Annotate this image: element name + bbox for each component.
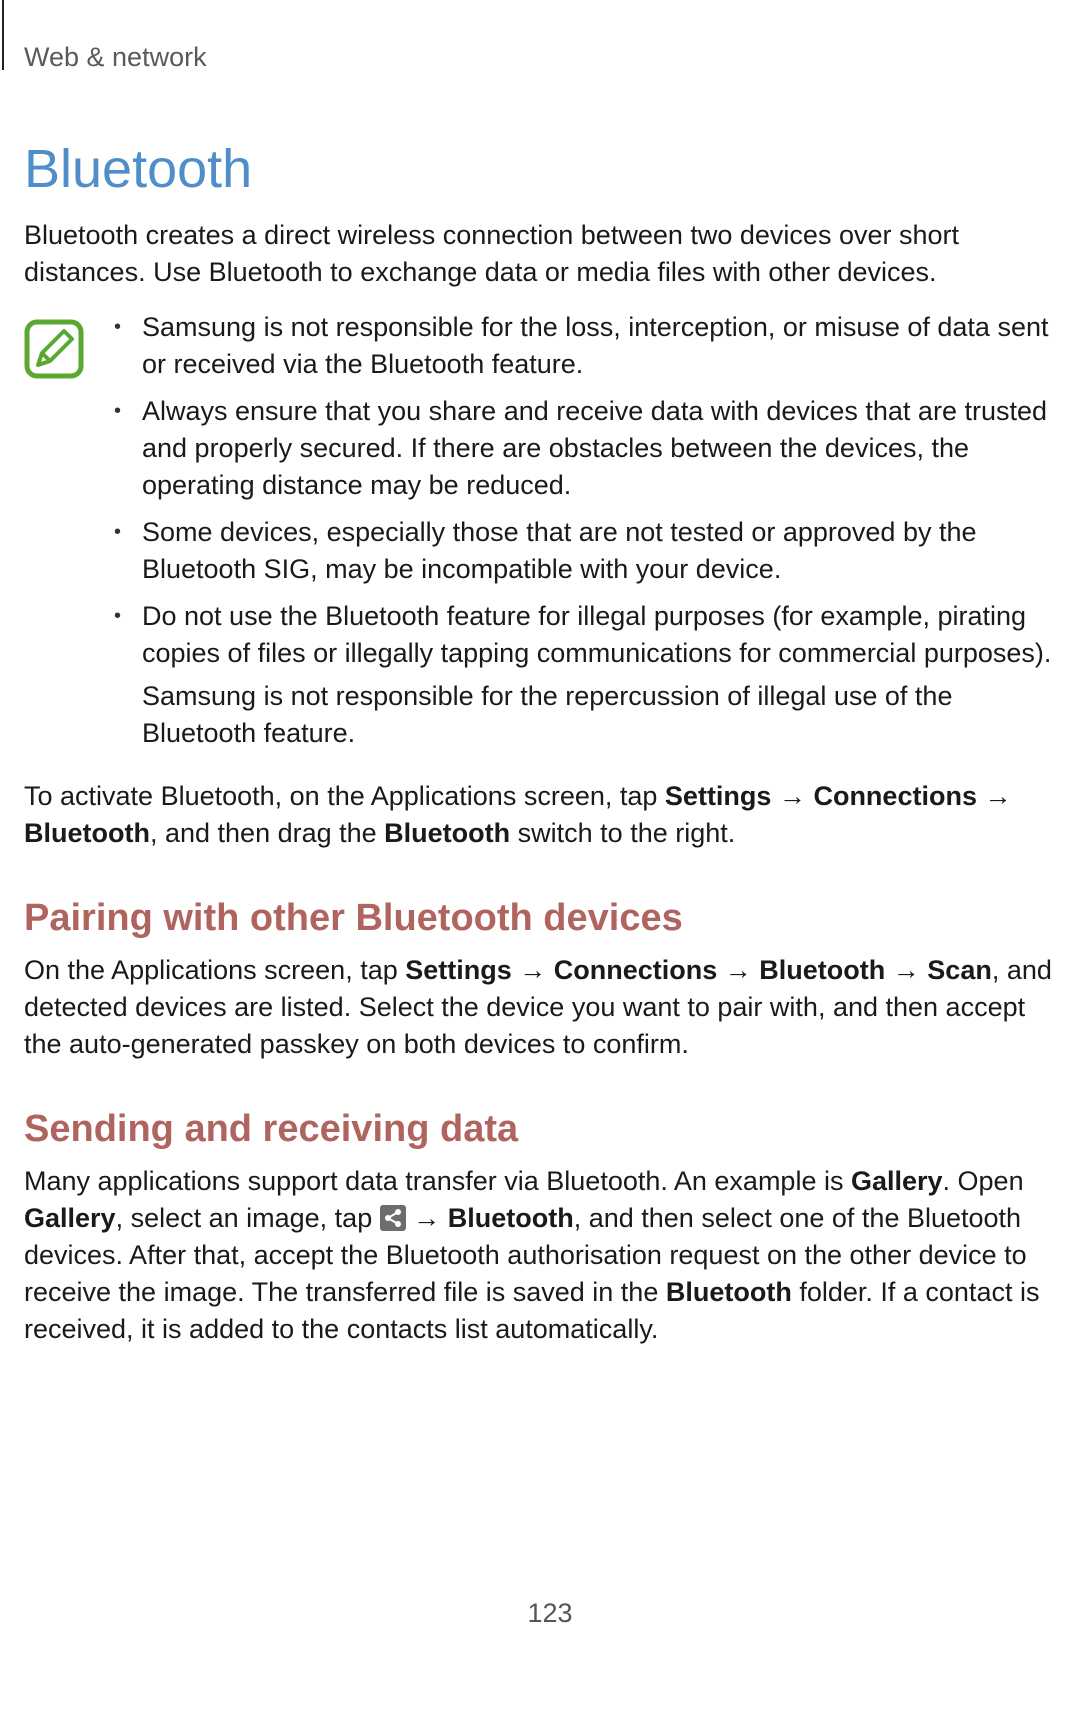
sending-paragraph [24,1163,1060,1348]
note-item [114,393,1060,504]
menu-bluetooth: Bluetooth [759,954,886,985]
menu-bluetooth: Bluetooth [447,1202,574,1233]
pairing-paragraph [24,952,1060,1063]
note-item-text: Samsung is not responsible for the loss, interception, or misuse of data sent or received via the Bluetooth feature. [142,312,1049,380]
intro-paragraph: Bluetooth creates a direct wireless connection between two devices over short distances. Use Bluetooth to exchange data or media files with other devices. [24,220,959,288]
menu-settings: Settings [405,954,512,985]
note-item [114,514,1060,588]
text: To activate Bluetooth, on the Applications screen, tap [24,781,665,812]
note-item-text: Some devices, especially those that are not tested or approved by the Bluetooth SIG, may be incompatible with your device. [142,517,977,585]
arrow: → [771,781,814,812]
menu-settings: Settings [664,781,772,812]
arrow: → [405,1202,448,1233]
arrow: → [717,954,760,985]
menu-scan: Scan [927,954,992,985]
text: folder. If a contact is received, it is added to the contacts list automatically. [24,1276,1040,1344]
note-item-text: Always ensure that you share and receive data with devices that are trusted and properly secured. If there are obstacles between the devices, the operating distance may be reduced. [142,396,1048,501]
text: , and then select one of the Bluetooth devices. After that, accept the Bluetooth authorisation request on the other device to receive the image. The transferred file is saved in the [24,1202,1027,1307]
menu-bluetooth: Bluetooth [24,818,150,849]
heading-sending: Sending and receiving data [24,1107,519,1150]
note-list [114,309,1060,752]
text: Many applications support data transfer via Bluetooth. An example is [24,1165,851,1196]
menu-connections: Connections [553,954,718,985]
text: , select an image, tap [115,1202,380,1233]
arrow: → [511,954,554,985]
heading-pairing: Pairing with other Bluetooth devices [24,897,683,940]
bullet-dot: • [114,316,122,339]
arrow: → [976,781,1012,812]
page-number: 123 [527,1598,573,1628]
note-item [114,309,1060,383]
section-header: Web & network [24,42,207,72]
app-gallery: Gallery [850,1165,943,1196]
menu-connections: Connections [813,781,977,812]
bullet-dot: • [114,400,122,423]
note-item [114,598,1060,752]
text: On the Applications screen, tap [24,954,406,985]
note-block [24,309,1060,752]
note-pencil-icon [24,319,84,379]
page-title: Bluetooth [24,139,253,199]
text: . Open [942,1165,1024,1196]
page-content [24,140,1060,1348]
folder-bluetooth: Bluetooth [665,1276,792,1307]
arrow: → [885,954,928,985]
bullet-dot: • [114,521,122,544]
share-icon [380,1205,406,1231]
switch-bluetooth: Bluetooth [384,818,511,849]
text: , and detected devices are listed. Select the device you want to pair with, and then accept the auto-generated passkey on both devices to confirm. [24,954,1052,1059]
text: switch to the right. [510,818,736,849]
bullet-dot: • [114,605,122,628]
header-rule [2,0,4,70]
note-item-extra: Samsung is not responsible for the repercussion of illegal use of the Bluetooth feature. [142,681,953,749]
text: , and then drag the [149,818,385,849]
activate-paragraph [24,778,1060,852]
app-gallery: Gallery [24,1202,116,1233]
note-item-text: Do not use the Bluetooth feature for illegal purposes (for example, pirating copies of files or illegally tapping communications for commercial purposes). [142,601,1052,669]
